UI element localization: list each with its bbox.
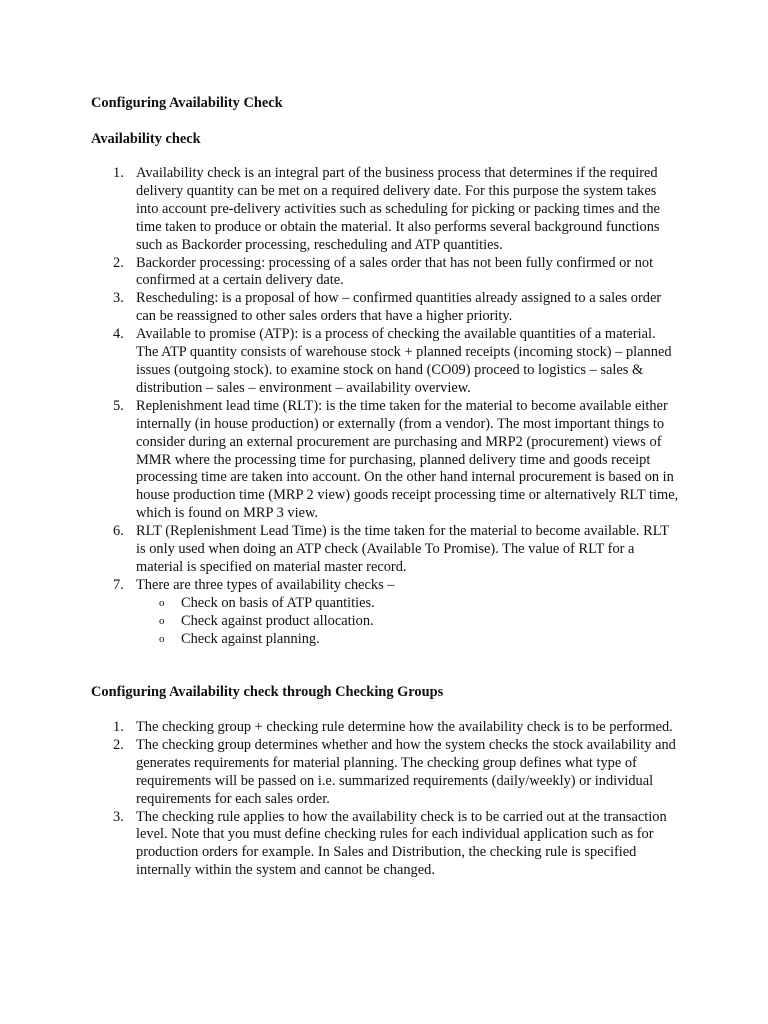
sublist-item xyxy=(136,631,681,649)
list-item-text: Rescheduling: is a proposal of how – confirmed quantities already assigned to a sales order can be reassigned to other sales orders that have a higher priority. xyxy=(136,290,662,325)
list-item-number: 2. xyxy=(113,254,124,271)
list-item-number: 1. xyxy=(113,165,124,181)
availability-check-list xyxy=(0,165,768,648)
sublist-item-text: Check against product allocation. xyxy=(181,612,374,629)
sublist-item-text: Check against planning. xyxy=(181,630,320,647)
list-item xyxy=(0,255,681,291)
sublist-item-text: Check on basis of ATP quantities. xyxy=(181,594,375,611)
list-item-text: Replenishment lead time (RLT): is the time taken for the material to become available either internally (in house production) or externally (from a vendor). The most important things to consider during an external procurement are purchasing and MRP2 (procurement) views of MMR where the processing time for purchasing, planned delivery time and goods receipt processing time are taken into account. On the other hand internal procurement is based on in house production time (MRP 2 view) goods receipt processing time or alternatively RLT time, which is found on MRP 3 view. xyxy=(136,397,679,522)
list-item-number: 6. xyxy=(113,523,124,540)
list-item-text: Available to promise (ATP): is a process of checking the available quantities of a material. The ATP quantity consists of warehouse stock + planned receipts (incoming stock) – planned issues (outgoing stock). to examine stock on hand (CO09) proceed to logistics – sales & distribution – sales – environment – availability overview. xyxy=(136,326,672,396)
list-item-number: 4. xyxy=(113,326,124,343)
list-item-text: The checking group + checking rule determine how the availability check is to be performed. xyxy=(136,719,673,735)
document-title: Configuring Availability Check xyxy=(91,95,283,111)
bullet-icon: o xyxy=(159,632,165,645)
list-item-text: The checking group determines whether and how the system checks the stock availability and generates requirements for material planning. The checking group defines what type of requirements will be passed on i.e. summarized requirements (daily/weekly) or individual requirements for each sales order. xyxy=(136,736,676,807)
list-item xyxy=(0,577,681,649)
list-item xyxy=(0,398,681,523)
list-item xyxy=(0,809,681,881)
bullet-icon: o xyxy=(159,614,165,627)
list-item xyxy=(0,719,681,737)
list-item xyxy=(0,737,681,809)
sublist-item xyxy=(136,595,681,613)
list-item-number: 3. xyxy=(113,808,124,825)
list-item-number: 7. xyxy=(113,576,124,593)
checking-groups-list xyxy=(0,719,768,880)
sublist-item xyxy=(136,613,681,631)
list-item-text: Backorder processing: processing of a sales order that has not been fully confirmed or not confirmed at a certain delivery date. xyxy=(136,254,654,289)
list-item-number: 2. xyxy=(113,736,124,753)
list-item-text: The checking rule applies to how the availability check is to be carried out at the transaction level. Note that you must define checking rules for each individual application such as for production orders for example. In Sales and Distribution, the checking rule is specified internally within the system and cannot be changed. xyxy=(136,808,667,879)
list-item xyxy=(0,326,681,398)
list-item xyxy=(0,165,681,255)
list-item xyxy=(0,523,681,577)
list-item-number: 5. xyxy=(113,397,124,414)
list-item-number: 1. xyxy=(113,719,124,735)
list-item-text: RLT (Replenishment Lead Time) is the time taken for the material to become available. RLT is only used when doing an ATP check (Available To Promise). The value of RLT for a material is specified on material master record. xyxy=(136,523,669,575)
check-types-sublist xyxy=(136,595,681,649)
list-item-text: Availability check is an integral part of the business process that determines if the required delivery quantity can be met on a required delivery date. For this purpose the system takes into account pre-delivery activities such as scheduling for picking or packing times and the time taken to produce or obtain the material. It also performs several background functions such as Backorder processing, rescheduling and ATP quantities. xyxy=(136,165,660,253)
list-item-number: 3. xyxy=(113,290,124,307)
section-heading-checking-groups: Configuring Availability check through Checking Groups xyxy=(91,684,444,700)
bullet-icon: o xyxy=(159,596,165,609)
list-item-text: There are three types of availability checks – xyxy=(136,576,395,593)
section-heading-availability-check: Availability check xyxy=(91,131,201,147)
list-item xyxy=(0,290,681,326)
